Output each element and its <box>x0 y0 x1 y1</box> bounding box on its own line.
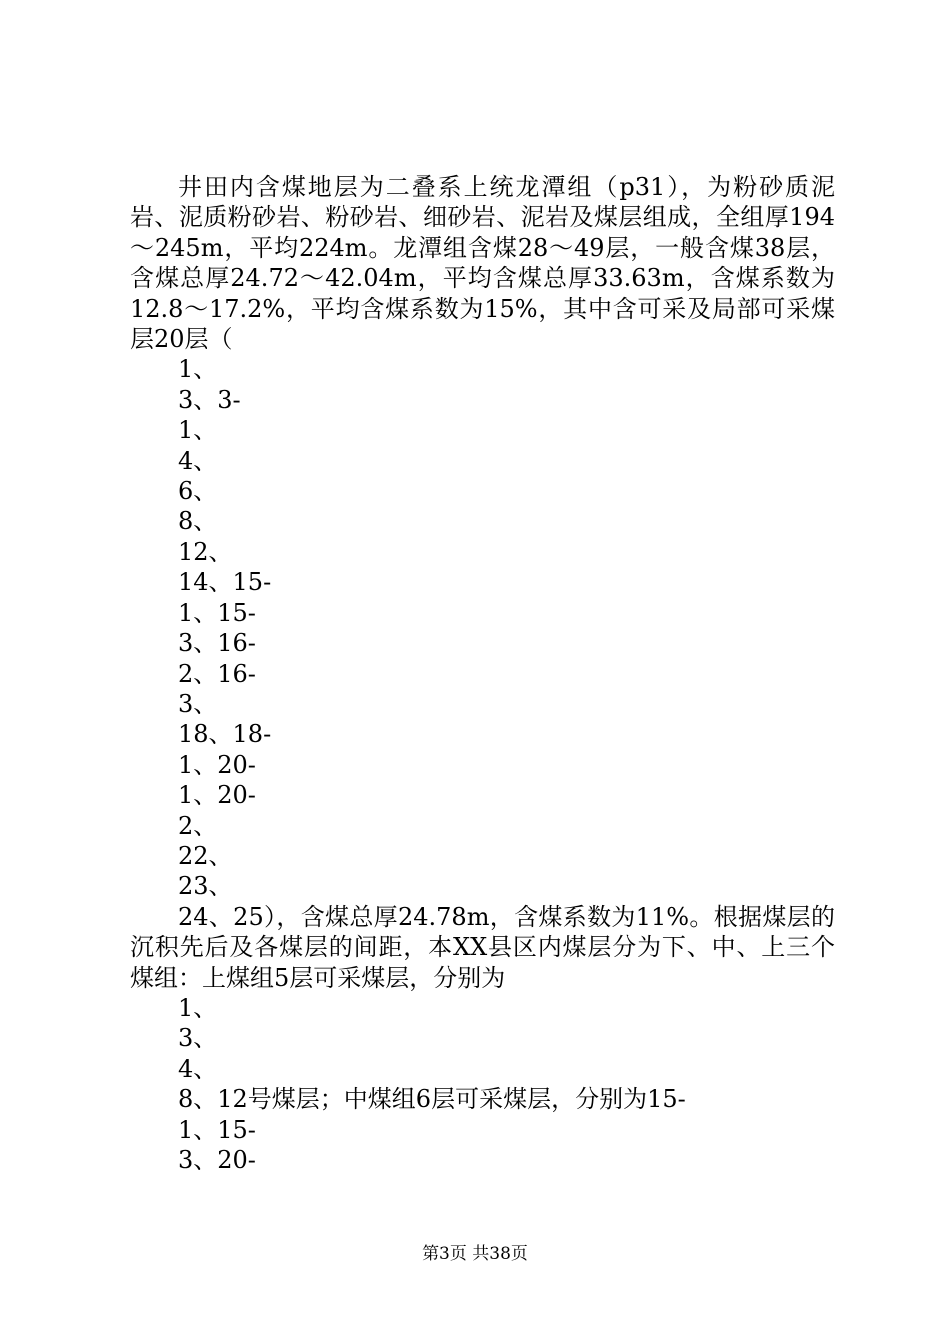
list-line: 1、15- <box>178 598 256 627</box>
page-footer <box>0 1242 950 1266</box>
list-line: 8、 <box>178 507 218 536</box>
list-line: 8、12号煤层；中煤组6层可采煤层，分别为15- <box>178 1085 686 1114</box>
list-line: 1、 <box>178 416 218 445</box>
paragraph-2: 24、25），含煤总厚24.78m，含煤系数为11%。根据煤层的沉积先后及各煤层的间距，本XX县区内煤层分为下、中、上三个煤组：上煤组5层可采煤层，分别为 <box>130 902 835 992</box>
list-line: 23、 <box>178 872 233 901</box>
list-line: 4、 <box>178 1054 218 1083</box>
list-line: 6、 <box>178 477 218 506</box>
list-line: 4、 <box>178 446 218 475</box>
list-line: 3、20- <box>178 1146 256 1174</box>
list-line: 22、 <box>178 841 233 870</box>
list-line: 1、 <box>178 355 218 384</box>
list-line: 12、 <box>178 537 233 566</box>
list-line: 18、18- <box>178 720 272 749</box>
page-number-label: 第3页 共38页 <box>422 1244 528 1264</box>
list-line: 3、16- <box>178 629 256 658</box>
list-line: 1、15- <box>178 1115 256 1144</box>
list-line: 1、20- <box>178 750 256 779</box>
list-line: 1、20- <box>178 781 256 810</box>
list-line: 3、3- <box>178 385 241 414</box>
body-text <box>130 172 835 1175</box>
list-line: 2、16- <box>178 659 256 688</box>
list-line: 3、 <box>178 689 218 718</box>
list-line: 2、 <box>178 811 218 840</box>
list-line: 3、 <box>178 1024 218 1053</box>
list-line: 1、 <box>178 993 218 1022</box>
list-line: 14、15- <box>178 568 272 597</box>
paragraph-1: 井田内含煤地层为二叠系上统龙潭组（p31），为粉砂质泥岩、泥质粉砂岩、粉砂岩、细砂岩、泥岩及煤层组成，全组厚194～245m，平均224m。龙潭组含煤28～49层，一般含煤38层，含煤总厚24.72～42.04m，平均含煤总厚33.63m，含煤系数为12.8～17.2%，平均含煤系数为15%，其中含可采及局部可采煤层20层（ <box>130 173 835 354</box>
